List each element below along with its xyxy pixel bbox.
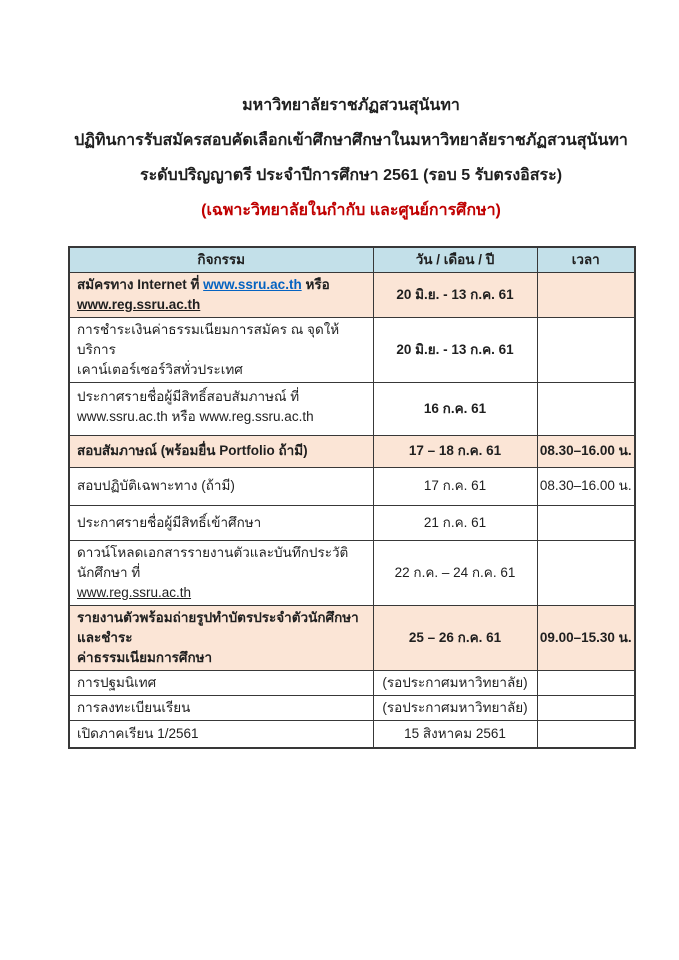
document-header xyxy=(68,88,634,228)
date-cell: 17 – 18 ก.ค. 61 xyxy=(373,435,537,467)
date-cell: 22 ก.ค. – 24 ก.ค. 61 xyxy=(373,540,537,605)
activity-text: ประกาศรายชื่อผู้มีสิทธิ์สอบสัมภาษณ์ ที่ xyxy=(77,388,300,404)
activity-cell xyxy=(69,540,373,605)
time-cell xyxy=(537,695,635,720)
date-cell: 20 มิ.ย. - 13 ก.ค. 61 xyxy=(373,317,537,382)
activity-cell xyxy=(69,605,373,670)
reg-ssru-url: www.reg.ssru.ac.th xyxy=(77,296,201,312)
activity-cell: สอบปฏิบัติเฉพาะทาง (ถ้ามี) xyxy=(69,467,373,505)
column-header-activity: กิจกรรม xyxy=(69,247,373,272)
activity-text: ค่าธรรมเนียมการศึกษา xyxy=(77,649,213,665)
degree-year-line: ระดับปริญญาตรี ประจำปีการศึกษา 2561 (รอบ 5 รับตรงอิสระ) xyxy=(139,167,563,184)
time-cell xyxy=(537,317,635,382)
date-cell: 25 – 26 ก.ค. 61 xyxy=(373,605,537,670)
date-cell: 17 ก.ค. 61 xyxy=(373,467,537,505)
date-cell: 16 ก.ค. 61 xyxy=(373,382,537,435)
table-row-pay-fee xyxy=(69,317,635,382)
time-cell xyxy=(537,272,635,317)
activity-cell xyxy=(69,317,373,382)
scope-note-red: (เฉพาะวิทยาลัยในกำกับ และศูนย์การศึกษา) xyxy=(201,202,501,219)
date-cell: 21 ก.ค. 61 xyxy=(373,505,537,540)
table-header-row xyxy=(69,247,635,272)
activity-cell: ประกาศรายชื่อผู้มีสิทธิ์เข้าศึกษา xyxy=(69,505,373,540)
calendar-title: ปฏิทินการรับสมัครสอบคัดเลือกเข้าศึกษาศึกษาในมหาวิทยาลัยราชภัฏสวนสุนันทา xyxy=(74,132,628,149)
table-row-course-registration xyxy=(69,695,635,720)
date-cell: 20 มิ.ย. - 13 ก.ค. 61 xyxy=(373,272,537,317)
activity-urls: www.ssru.ac.th หรือ www.reg.ssru.ac.th xyxy=(77,408,314,424)
activity-cell: การปฐมนิเทศ xyxy=(69,670,373,695)
table-row-apply-internet xyxy=(69,272,635,317)
activity-text: ดาวน์โหลดเอกสารรายงานตัวและบันทึกประวัตินักศึกษา ที่ xyxy=(77,544,349,580)
column-header-time: เวลา xyxy=(537,247,635,272)
table-row-orientation xyxy=(69,670,635,695)
activity-cell xyxy=(69,382,373,435)
time-cell xyxy=(537,382,635,435)
time-cell xyxy=(537,540,635,605)
table-row-download-documents xyxy=(69,540,635,605)
activity-cell: สอบสัมภาษณ์ (พร้อมยื่น Portfolio ถ้ามี) xyxy=(69,435,373,467)
date-cell: (รอประกาศมหาวิทยาลัย) xyxy=(373,695,537,720)
table-row-interview xyxy=(69,435,635,467)
time-cell xyxy=(537,505,635,540)
table-row-enrollment-report xyxy=(69,605,635,670)
time-cell: 08.30–16.00 น. xyxy=(537,435,635,467)
activity-text xyxy=(77,275,367,295)
time-cell xyxy=(537,720,635,748)
date-cell: 15 สิงหาคม 2561 xyxy=(373,720,537,748)
table-row-semester-start xyxy=(69,720,635,748)
document-page xyxy=(68,88,634,749)
activity-text: การชำระเงินค่าธรรมเนียมการสมัคร ณ จุดให้บริการ xyxy=(77,321,340,357)
university-name: มหาวิทยาลัยราชภัฏสวนสุนันทา xyxy=(242,97,460,114)
activity-cell: เปิดภาคเรียน 1/2561 xyxy=(69,720,373,748)
time-cell: 08.30–16.00 น. xyxy=(537,467,635,505)
time-cell xyxy=(537,670,635,695)
activity-cell xyxy=(69,272,373,317)
activity-text-part: สมัครทาง Internet ที่ xyxy=(77,276,204,292)
activity-text-part: หรือ xyxy=(301,276,330,292)
activity-text: เคาน์เตอร์เซอร์วิสทั่วประเทศ xyxy=(77,361,243,377)
activity-text: รายงานตัวพร้อมถ่ายรูปทำบัตรประจำตัวนักศึกษาและชำระ xyxy=(77,609,359,645)
time-cell: 09.00–15.30 น. xyxy=(537,605,635,670)
activity-cell: การลงทะเบียนเรียน xyxy=(69,695,373,720)
admission-calendar-table xyxy=(68,246,636,749)
column-header-date: วัน / เดือน / ปี xyxy=(373,247,537,272)
table-row-practical-exam xyxy=(69,467,635,505)
table-row-announce-interview-list xyxy=(69,382,635,435)
ssru-link[interactable]: www.ssru.ac.th xyxy=(203,276,302,292)
table-row-announce-admitted xyxy=(69,505,635,540)
date-cell: (รอประกาศมหาวิทยาลัย) xyxy=(373,670,537,695)
reg-ssru-url: www.reg.ssru.ac.th xyxy=(77,584,192,600)
